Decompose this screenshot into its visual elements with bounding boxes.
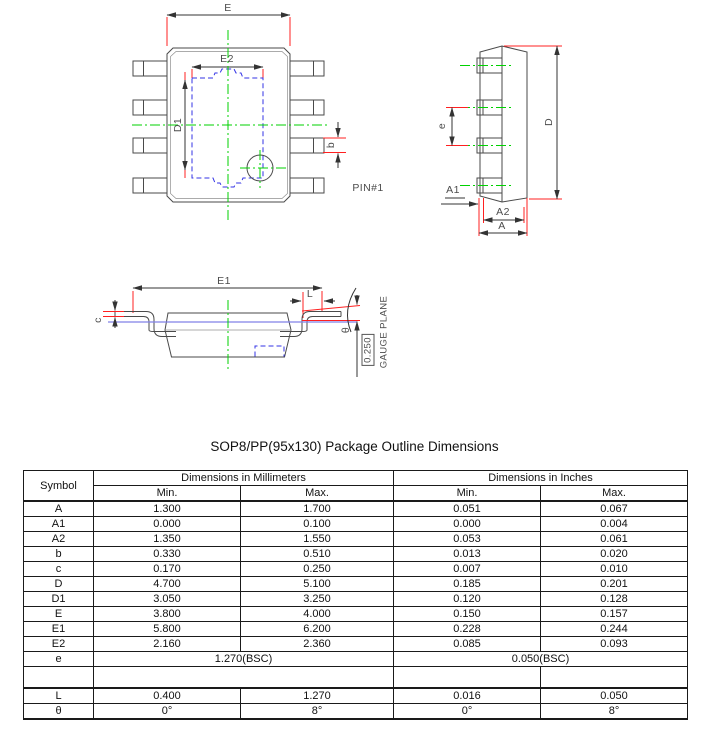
table-cell: 5.800	[94, 622, 241, 637]
table-cell: 0.400	[94, 688, 241, 704]
symbol-cell: D1	[24, 592, 94, 607]
symbol-cell: A1	[24, 517, 94, 532]
table-row	[24, 577, 688, 592]
table-cell: 0.228	[394, 622, 541, 637]
table-cell: 0.170	[94, 562, 241, 577]
dimensions-table	[23, 470, 688, 720]
table-cell: 0.185	[394, 577, 541, 592]
table-cell: 0°	[94, 704, 241, 720]
table-cell: 0.000	[94, 517, 241, 532]
table-cell: 3.800	[94, 607, 241, 622]
table-cell: 0.050(BSC)	[394, 652, 688, 667]
inch-max-header: Max.	[541, 486, 688, 502]
table-cell: 8°	[541, 704, 688, 720]
table-cell: 0.016	[394, 688, 541, 704]
symbol-cell: b	[24, 547, 94, 562]
dim-label-A: A	[498, 220, 506, 232]
table-cell: 0.100	[241, 517, 394, 532]
table-cell: 0.010	[541, 562, 688, 577]
table-cell: 5.100	[241, 577, 394, 592]
mm-header: Dimensions in Millimeters	[94, 471, 394, 486]
table-cell: 0.201	[541, 577, 688, 592]
mm-min-header: Min.	[94, 486, 241, 502]
mm-max-header: Max.	[241, 486, 394, 502]
table-cell: 0.250	[241, 562, 394, 577]
table-cell: 1.270(BSC)	[94, 652, 394, 667]
symbol-cell: D	[24, 577, 94, 592]
table-cell	[24, 667, 94, 689]
right-pins	[290, 61, 324, 193]
dim-label-A1: A1	[446, 184, 460, 196]
table-row	[24, 637, 688, 652]
left-pins	[133, 61, 167, 193]
table-cell: 8°	[241, 704, 394, 720]
dim-label-L: L	[306, 288, 314, 300]
dim-label-e: e	[436, 122, 448, 130]
symbol-cell: A	[24, 501, 94, 517]
bsc-row	[24, 652, 688, 667]
table-cell: 1.550	[241, 532, 394, 547]
dim-label-theta: θ	[340, 326, 352, 334]
table-cell: 0.093	[541, 637, 688, 652]
gauge-value-label: 0.250	[362, 334, 375, 366]
table-cell: 2.360	[241, 637, 394, 652]
table-row	[24, 562, 688, 577]
table-cell: 0.330	[94, 547, 241, 562]
table-cell: 0.150	[394, 607, 541, 622]
dim-label-A2: A2	[496, 206, 510, 218]
table-row	[24, 517, 688, 532]
table-cell: 1.700	[241, 501, 394, 517]
symbol-cell: c	[24, 562, 94, 577]
table-row	[24, 688, 688, 704]
table-row	[24, 592, 688, 607]
table-cell: 0.067	[541, 501, 688, 517]
table-cell: 4.000	[241, 607, 394, 622]
symbol-cell: E2	[24, 637, 94, 652]
table-cell: 1.300	[94, 501, 241, 517]
table-row	[24, 704, 688, 720]
table-cell: 0.020	[541, 547, 688, 562]
table-cell: 0.085	[394, 637, 541, 652]
header-row-1	[24, 471, 688, 486]
symbol-cell: E1	[24, 622, 94, 637]
table-cell: 0.051	[394, 501, 541, 517]
header-row-2	[24, 486, 688, 502]
table-cell: 0.510	[241, 547, 394, 562]
dim-label-D1: D1	[172, 117, 184, 133]
table-cell: 0.120	[394, 592, 541, 607]
table-cell: 3.250	[241, 592, 394, 607]
table-cell: 0.004	[541, 517, 688, 532]
table-cell: 0.050	[541, 688, 688, 704]
symbol-cell: θ	[24, 704, 94, 720]
dim-label-b: b	[325, 141, 337, 149]
table-cell: 6.200	[241, 622, 394, 637]
inch-min-header: Min.	[394, 486, 541, 502]
package-body-side	[480, 46, 527, 202]
dim-label-E2: E2	[220, 53, 234, 65]
table-cell: 4.700	[94, 577, 241, 592]
symbol-cell: E	[24, 607, 94, 622]
table-cell: 0.013	[394, 547, 541, 562]
page-title: SOP8/PP(95x130) Package Outline Dimensions	[210, 439, 499, 454]
side-pins	[477, 58, 502, 193]
table-row	[24, 607, 688, 622]
table-row	[24, 501, 688, 517]
symbol-cell: A2	[24, 532, 94, 547]
table-cell	[541, 667, 688, 689]
table-cell: 0.157	[541, 607, 688, 622]
symbol-cell: L	[24, 688, 94, 704]
dim-label-D: D	[543, 118, 555, 126]
table-cell: 0.053	[394, 532, 541, 547]
front-view-drawing	[103, 288, 360, 377]
inch-header: Dimensions in Inches	[394, 471, 688, 486]
table-cell: 2.160	[94, 637, 241, 652]
table-row	[24, 547, 688, 562]
top-view-drawing	[132, 15, 346, 222]
gauge-plane-label: GAUGE PLANE	[378, 295, 390, 369]
table-cell: 0°	[394, 704, 541, 720]
pin1-label: PIN#1	[352, 182, 384, 194]
table-cell: 1.270	[241, 688, 394, 704]
table-cell: 0.128	[541, 592, 688, 607]
table-cell: 0.007	[394, 562, 541, 577]
table-cell: 0.061	[541, 532, 688, 547]
dim-label-E: E	[224, 2, 232, 14]
symbol-header: Symbol	[24, 471, 94, 502]
symbol-cell: e	[24, 652, 94, 667]
table-row	[24, 532, 688, 547]
table-cell	[94, 667, 394, 689]
dim-label-E1: E1	[217, 275, 231, 287]
table-cell: 0.244	[541, 622, 688, 637]
table-cell: 3.050	[94, 592, 241, 607]
table-row	[24, 622, 688, 637]
spacer-row	[24, 667, 688, 689]
table-cell: 0.000	[394, 517, 541, 532]
table-cell	[394, 667, 541, 689]
dim-label-c: c	[92, 317, 104, 323]
table-cell: 1.350	[94, 532, 241, 547]
